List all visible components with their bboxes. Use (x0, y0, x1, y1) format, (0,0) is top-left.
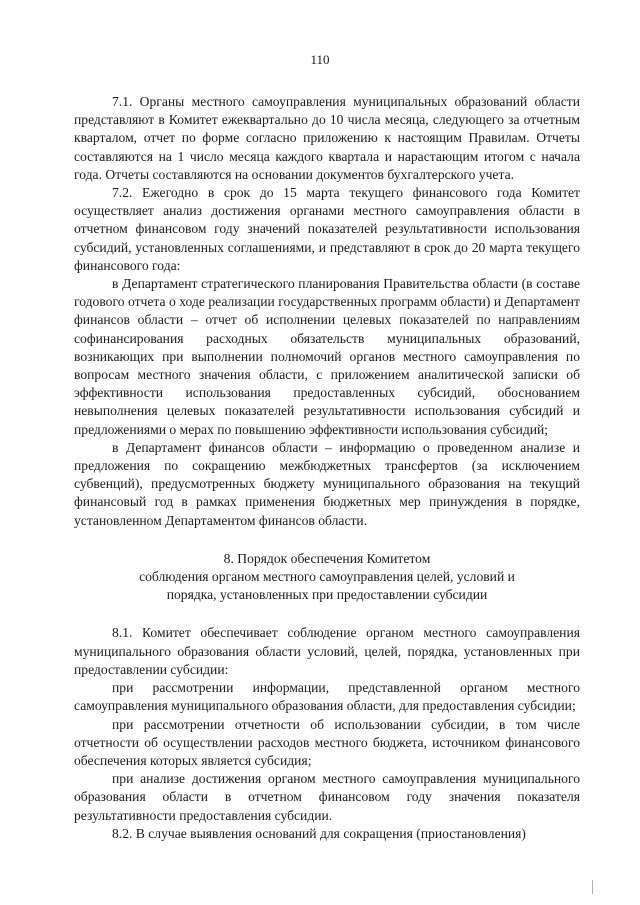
paragraph-review-information: при рассмотрении информации, представленной органом местного самоуправления муниципального образования области, для предоставления субсидии; (74, 680, 580, 714)
section-8-heading-line-2: соблюдения органом местного самоуправления целей, условий и (139, 569, 515, 585)
paragraph-7-2: 7.2. Ежегодно в срок до 15 марта текущего финансового года Комитет осуществляет анализ достижения органами местного самоуправления области в отчетном финансовом году значений показателей результативности использования субсидий, установленных соглашениями, и представляют в срок до 20 марта текущего финансового года: (74, 185, 580, 273)
section-8-heading-line-3: порядка, установленных при предоставлении субсидии (166, 587, 488, 603)
paragraph-8-1: 8.1. Комитет обеспечивает соблюдение органом местного самоуправления муниципального образования области условий, целей, порядка, установленных при предоставлении субсидии: (74, 625, 580, 677)
paragraph-7-1: 7.1. Органы местного самоуправления муниципальных образований области представляют в Комитет ежеквартально до 10 числа месяца, следующего за отчетным кварталом, отчет по форме согласно приложению к настоящим Правилам. Отчеты составляются на 1 число месяца каждого квартала и нарастающим итогом с начала года. Отчеты составляются на основании документов бухгалтерского учета. (74, 94, 580, 182)
scan-mark (592, 880, 593, 894)
page-number: 110 (310, 52, 330, 67)
paragraph-strategic-planning-report: в Департамент стратегического планирования Правительства области (в составе годового отчета о ходе реализации государственных программ области) и Департамент финансов области – отчет об исполнении целевых показателей по направлениям софинансирования расходных обязательств муниципальных образований, возникающих при выполнении полномочий органов местного самоуправления по вопросам местного значения области, с приложением аналитической записки об эффективности использования предоставленных субсидий, обоснованием невыполнения целевых показателей результативности использования субсидий и предложениями о мерах по повышению эффективности использования субсидий; (74, 276, 580, 437)
section-8-heading (74, 550, 580, 605)
paragraph-finance-department-info: в Департамент финансов области – информацию о проведенном анализе и предложения по сокращению межбюджетных трансфертов (за исключением субвенций), предусмотренных бюджету муниципального образования на текущий финансовый год в рамках применения бюджетных мер принуждения в порядке, установленном Департаментом финансов области. (74, 439, 580, 528)
paragraph-8-2: 8.2. В случае выявления оснований для сокращения (приостановления) (112, 825, 526, 841)
document-body (74, 93, 580, 843)
paragraph-analysis-results: при анализе достижения органом местного самоуправления муниципального образования области в отчетном финансовом году значения показателя результативности предоставления субсидии. (74, 771, 580, 823)
section-8-heading-line-1: 8. Порядок обеспечения Комитетом (223, 550, 431, 566)
paragraph-review-reporting: при рассмотрении отчетности об использовании субсидии, в том числе отчетности об осуществлении расходов местного бюджета, источником финансового обеспечения которых является субсидия; (74, 716, 580, 768)
